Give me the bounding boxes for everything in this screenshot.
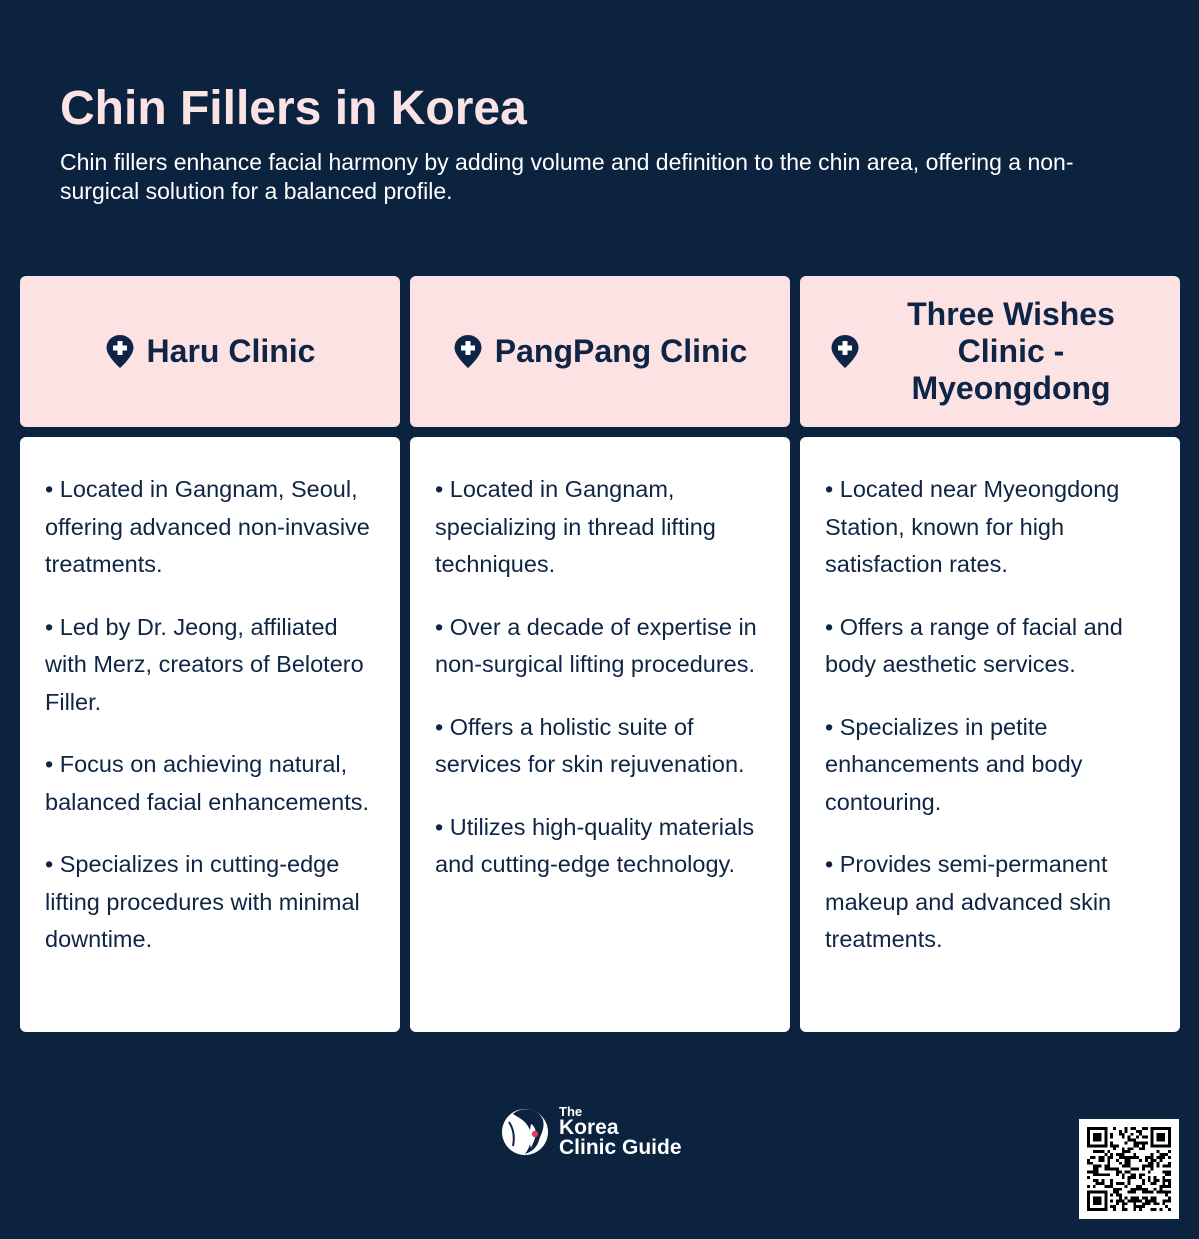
list-item: • Over a decade of expertise in non-surgical lifting procedures. (435, 613, 757, 677)
clinic-columns (20, 276, 1180, 1032)
clinic-card (800, 276, 1180, 1032)
list-item: • Provides semi-permanent makeup and advanced skin treatments. (825, 851, 1112, 952)
location-pin-plus-icon (453, 334, 483, 370)
list-item: • Specializes in petite enhancements and body contouring. (825, 713, 1083, 815)
list-item: • Specializes in cutting-edge lifting procedures with minimal downtime. (45, 851, 360, 952)
header (60, 80, 1140, 206)
clinic-name: PangPang Clinic (494, 333, 748, 369)
brand-wordmark (559, 1105, 682, 1158)
page-title: Chin Fillers in Korea (60, 82, 527, 135)
list-item: • Located in Gangnam, Seoul, offering advanced non-invasive treatments. (45, 476, 370, 577)
list-item: • Located near Myeongdong Station, known for high satisfaction rates. (825, 476, 1120, 577)
clinic-name: Three Wishes Clinic - Myeongdong (907, 296, 1115, 406)
clinic-card (410, 276, 790, 1032)
clinic-card-header (410, 276, 790, 427)
brand-line-korea: Korea (559, 1115, 619, 1139)
brand-logo (501, 1104, 682, 1158)
brand-line-the: The (559, 1103, 583, 1119)
list-item: • Utilizes high-quality materials and cutting-edge technology. (435, 813, 755, 877)
clinic-card-body (800, 437, 1180, 1032)
clinic-name: Haru Clinic (146, 333, 316, 369)
list-item: • Focus on achieving natural, balanced facial enhancements. (45, 751, 369, 815)
list-item: • Led by Dr. Jeong, affiliated with Merz, creators of Belotero Filler. (45, 613, 364, 715)
list-item: • Offers a range of facial and body aesthetic services. (825, 613, 1123, 677)
clinic-card-header (20, 276, 400, 427)
clinic-card-body (410, 437, 790, 1032)
location-pin-plus-icon (830, 334, 860, 370)
woman-profile-logo-icon (501, 1104, 551, 1158)
clinic-card-header (800, 276, 1180, 427)
brand-line-clinic-guide: Clinic Guide (559, 1135, 682, 1159)
location-pin-plus-icon (105, 334, 135, 370)
clinic-card-body (20, 437, 400, 1032)
list-item: • Offers a holistic suite of services for skin rejuvenation. (435, 713, 745, 777)
qr-code (1079, 1119, 1179, 1219)
clinic-card (20, 276, 400, 1032)
page-subtitle: Chin fillers enhance facial harmony by adding volume and definition to the chin area, offering a non-surgical solution for a balanced profile. (60, 149, 1074, 204)
list-item: • Located in Gangnam, specializing in thread lifting techniques. (435, 476, 716, 577)
qr-code-icon (1087, 1127, 1171, 1211)
